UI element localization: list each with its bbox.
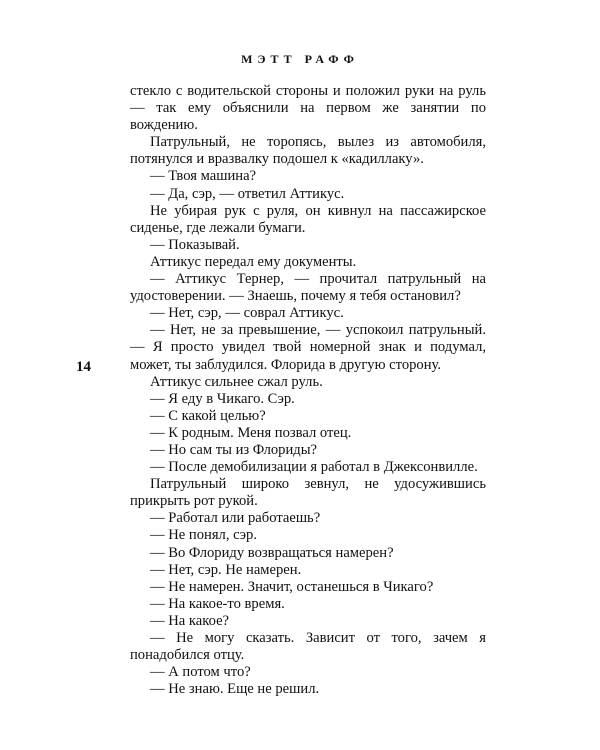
paragraph: стекло с водительской стороны и положил руки на руль — так ему объяснили на первом же занятии по вождению. xyxy=(130,83,486,134)
paragraph: — Не могу сказать. Зависит от того, зачем я понадобился отцу. xyxy=(130,630,486,664)
paragraph: — Твоя машина? xyxy=(150,168,257,185)
paragraph: Патрульный широко зевнул, не удосужившись прикрыть рот рукой. xyxy=(130,476,486,510)
paragraph: — Работал или работаешь? xyxy=(150,510,321,527)
paragraph: — После демобилизации я работал в Джексонвилле. xyxy=(150,459,478,476)
paragraph: — Я еду в Чикаго. Сэр. xyxy=(150,390,295,407)
page-number: 14 xyxy=(76,359,91,375)
paragraph: — Не знаю. Еще не решил. xyxy=(150,681,320,698)
paragraph: — А потом что? xyxy=(150,664,251,681)
paragraph: — Не понял, сэр. xyxy=(150,527,257,544)
paragraph: Аттикус сильнее сжал руль. xyxy=(150,373,323,390)
body-text xyxy=(130,83,486,698)
paragraph: — На какое? xyxy=(150,612,230,629)
paragraph: — Аттикус Тернер, — прочитал патрульный на удостоверении. — Знаешь, почему я тебя остановил? xyxy=(130,271,486,305)
paragraph: — Во Флориду возвращаться намерен? xyxy=(150,544,394,561)
paragraph: Не убирая рук с руля, он кивнул на пассажирское сиденье, где лежали бумаги. xyxy=(130,202,486,236)
paragraph: — Да, сэр, — ответил Аттикус. xyxy=(150,185,345,202)
paragraph: Патрульный, не торопясь, вылез из автомобиля, потянулся и вразвалку подошел к «кадиллаку». xyxy=(130,134,486,168)
running-head-author: МЭТТ РАФФ xyxy=(241,52,359,66)
paragraph: — На какое-то время. xyxy=(150,595,285,612)
paragraph: — Но сам ты из Флориды? xyxy=(150,441,317,458)
paragraph: — Нет, сэр, — соврал Аттикус. xyxy=(150,305,344,322)
paragraph: — Показывай. xyxy=(150,236,240,253)
paragraph: — Нет, сэр. Не намерен. xyxy=(150,561,302,578)
paragraph: — Не намерен. Значит, останешься в Чикаго? xyxy=(150,578,434,595)
paragraph: — К родным. Меня позвал отец. xyxy=(150,424,352,441)
paragraph: — С какой целью? xyxy=(150,407,266,424)
paragraph: — Нет, не за превышение, — успокоил патрульный. — Я просто увидел твой номерной знак и подумал, может, ты заблудился. Флорида в другую сторону. xyxy=(130,322,486,373)
paragraph: Аттикус передал ему документы. xyxy=(150,253,357,270)
